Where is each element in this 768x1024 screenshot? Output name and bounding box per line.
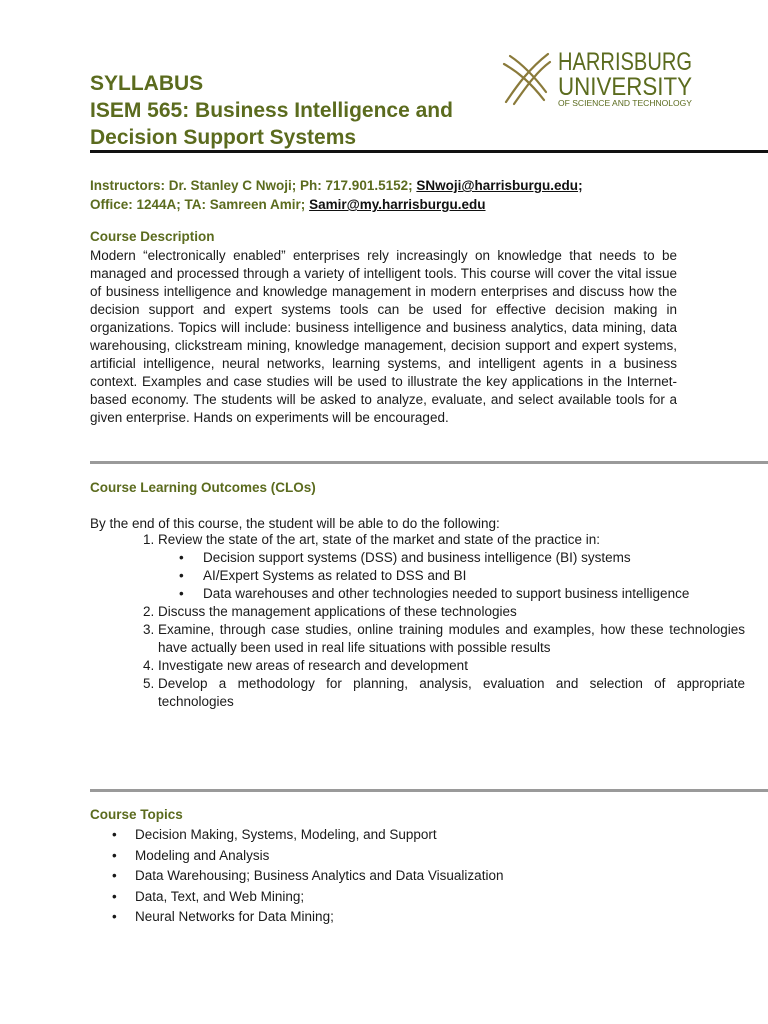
logo-word-university: UNIVERSITY: [558, 73, 693, 101]
instructor-line-2: [90, 195, 690, 214]
topic-item: [112, 825, 503, 846]
clo-subitem: [179, 549, 745, 567]
clo-item: 2. Discuss the management applications of these technologies: [158, 603, 745, 621]
instructor-line-1: [90, 176, 690, 195]
logo-word-harrisburg: HARRISBURG: [558, 48, 692, 76]
topic-item: [112, 887, 503, 908]
clo-subitem: [179, 585, 745, 603]
logo-tagline: OF SCIENCE AND TECHNOLOGY: [558, 99, 693, 108]
clo-subitem-text: Decision support systems (DSS) and business intelligence (BI) systems: [203, 550, 631, 565]
topic-text: Data, Text, and Web Mining;: [135, 888, 305, 904]
clo-item: 4. Investigate new areas of research and development: [158, 657, 745, 675]
topic-text: Decision Making, Systems, Modeling, and Support: [135, 827, 437, 842]
ta-email-link[interactable]: Samir@my.harrisburgu.edu: [309, 197, 486, 212]
topic-text: Neural Networks for Data Mining;: [135, 909, 334, 924]
bullet-icon: •: [112, 888, 117, 904]
course-topics-heading: Course Topics: [90, 807, 183, 822]
topic-item: [112, 846, 503, 867]
bullet-icon: •: [112, 847, 117, 863]
office-ta-text: Office: 1244A; TA: Samreen Amir;: [90, 197, 310, 212]
section-divider-1: [90, 461, 768, 464]
topic-text: Data Warehousing; Business Analytics and Data Visualization: [135, 868, 504, 883]
topic-item: [112, 907, 503, 928]
university-logo: [500, 42, 700, 110]
title-course-line1: ISEM 565: Business Intelligence and: [90, 99, 453, 122]
clo-sublist: [158, 549, 745, 603]
page-title: [90, 70, 510, 151]
bullet-icon: •: [179, 550, 184, 565]
course-description-heading: Course Description: [90, 229, 215, 244]
clo-subitem: [179, 567, 745, 585]
clo-list: [90, 531, 745, 711]
title-course-line2: Decision Support Systems: [90, 126, 357, 149]
bullet-icon: •: [112, 868, 117, 883]
topic-text: Modeling and Analysis: [135, 847, 270, 863]
header-divider: [90, 150, 768, 153]
clo-item: 5. Develop a methodology for planning, analysis, evaluation and selection of appropriate technologies: [158, 675, 745, 711]
clo-item: [158, 531, 745, 603]
topic-item: [112, 866, 503, 887]
clo-subitem-text: AI/Expert Systems as related to DSS and BI: [203, 568, 467, 583]
clo-intro: By the end of this course, the student will be able to do the following:: [90, 516, 500, 531]
course-topics-list: [112, 825, 503, 928]
clo-subitem-text: Data warehouses and other technologies needed to support business intelligence: [203, 586, 690, 601]
instructor-email-link[interactable]: SNwoji@harrisburgu.edu: [416, 178, 579, 193]
logo-mark-icon: [500, 42, 700, 110]
instructor-line1-suffix: ;: [578, 178, 583, 193]
clo-item-text: Review the state of the art, state of the market and state of the practice in:: [158, 532, 600, 547]
course-description-body: Modern “electronically enabled” enterprises rely increasingly on knowledge that needs to be managed and processed through a variety of intelligent tools. This course will cover the vital issue of business intelligence and knowledge management in modern enterprises and discuss how the decision support and expert systems tools can be used for effective decision making in organizations. Topics will include: business intelligence and business analytics, data mining, data warehousing, clickstream mining, knowledge management, decision support and expert systems, artificial intelligence, neural networks, learning systems, and intelligent agents in a business context. Examples and case studies will be used to illustrate the key applications in the Internet-based economy. The students will be asked to analyze, evaluate, and select available tools for a given enterprise. Hands on experiments will be encouraged.: [90, 248, 677, 425]
title-syllabus: SYLLABUS: [90, 72, 204, 95]
bullet-icon: •: [112, 909, 117, 924]
bullet-icon: •: [179, 568, 184, 583]
instructor-info: [90, 176, 690, 214]
clo-heading: Course Learning Outcomes (CLOs): [90, 480, 316, 495]
instructor-text: Instructors: Dr. Stanley C Nwoji; Ph: 717.901.5152;: [90, 178, 417, 193]
bullet-icon: •: [112, 827, 117, 842]
clo-item: 3. Examine, through case studies, online training modules and examples, how these technologies have actually been used in real life situations with possible results: [158, 621, 745, 657]
bullet-icon: •: [179, 586, 184, 601]
section-divider-2: [90, 789, 768, 792]
